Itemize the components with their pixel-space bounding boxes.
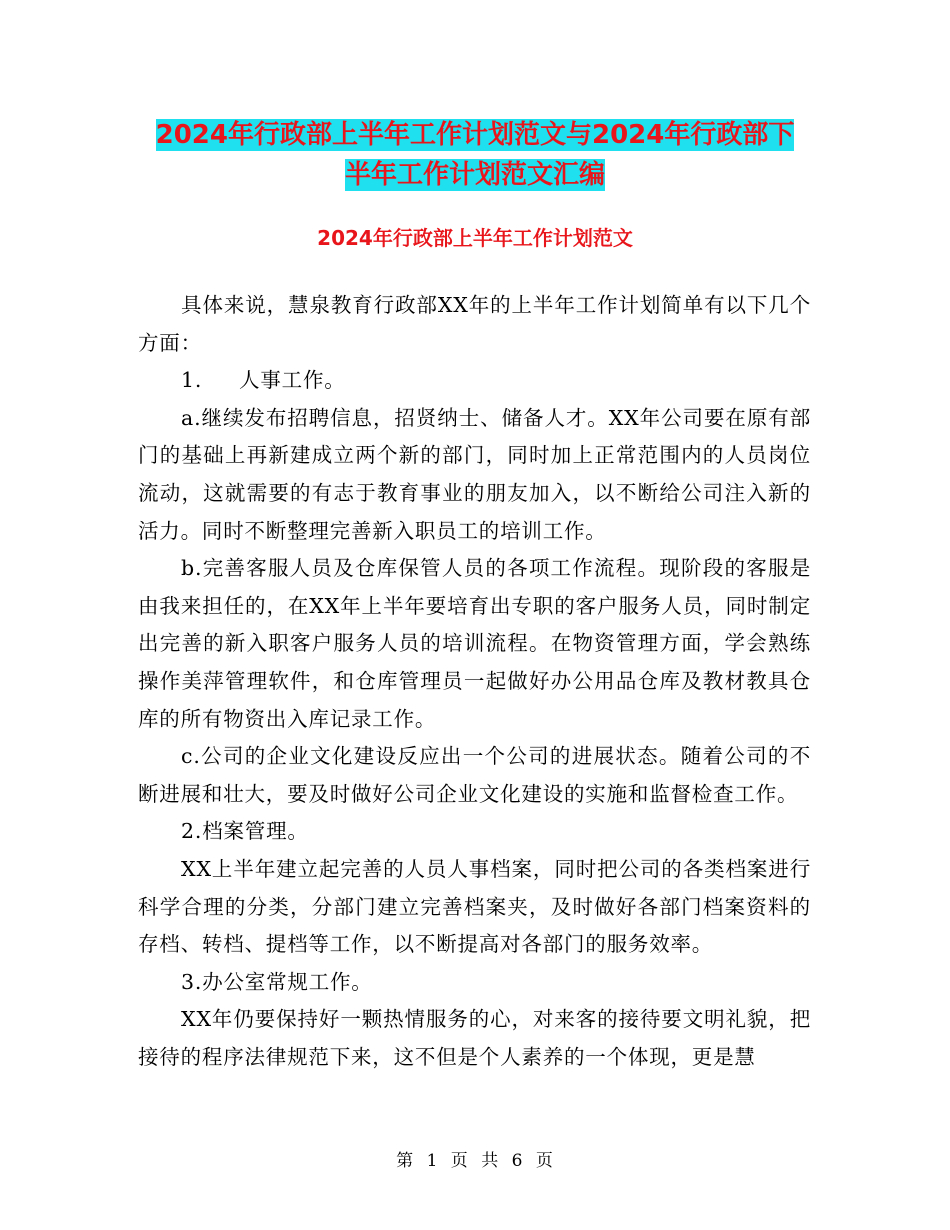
section-heading: 2024年行政部上半年工作计划范文 [317,226,633,250]
paragraph-item3-body: XX年仍要保持好一颗热情服务的心，对来客的接待要文明礼貌，把接待的程序法律规范下来，这不但是个人素养的一个体现，更是慧 [138,1007,811,1069]
list-item-3-heading: 3.办公室常规工作。 [181,969,373,994]
document-body [138,287,811,1076]
page-number-footer: 第 1 页 共 6 页 [396,1151,554,1171]
document-title-text-1: 2024年行政部上半年工作计划范文与2024年行政部下 [155,120,795,150]
paragraph-item2-body: XX上半年建立起完善的人员人事档案，同时把公司的各类档案进行科学合理的分类，分部门建立完善档案夹，及时做好各部门档案资料的存档、转档、提档等工作，以不断提高对各部门的服务效率。 [138,856,811,957]
document-title-text-2: 半年工作计划范文汇编 [344,160,605,190]
list-item-1-label: 人事工作。 [239,368,346,393]
intro-paragraph: 具体来说，慧泉教育行政部XX年的上半年工作计划简单有以下几个方面： [138,293,811,355]
paragraph-item1-c: c.公司的企业文化建设反应出一个公司的进展状态。随着公司的不断进展和壮大，要及时做好公司企业文化建设的实施和监督检查工作。 [138,744,811,806]
list-item-1-heading [138,362,811,400]
paragraph-item1-a: a.继续发布招聘信息，招贤纳士、储备人才。XX年公司要在原有部门的基础上再新建成立两个新的部门，同时加上正常范围内的人员岗位流动，这就需要的有志于教育事业的朋友加入，以不断给公司注入新的活力。同时不断整理完善新入职员工的培训工作。 [138,405,811,543]
list-item-2-heading: 2.档案管理。 [181,819,309,844]
list-item-1-number: 1. [181,368,203,393]
paragraph-item1-b: b.完善客服人员及仓库保管人员的各项工作流程。现阶段的客服是由我来担任的，在XX年上半年要培育出专职的客户服务人员，同时制定出完善的新入职客户服务人员的培训流程。在物资管理方面，学会熟练操作美萍管理软件，和仓库管理员一起做好办公用品仓库及教材教具仓库的所有物资出入库记录工作。 [138,556,811,731]
document-title-line-2 [0,150,950,200]
